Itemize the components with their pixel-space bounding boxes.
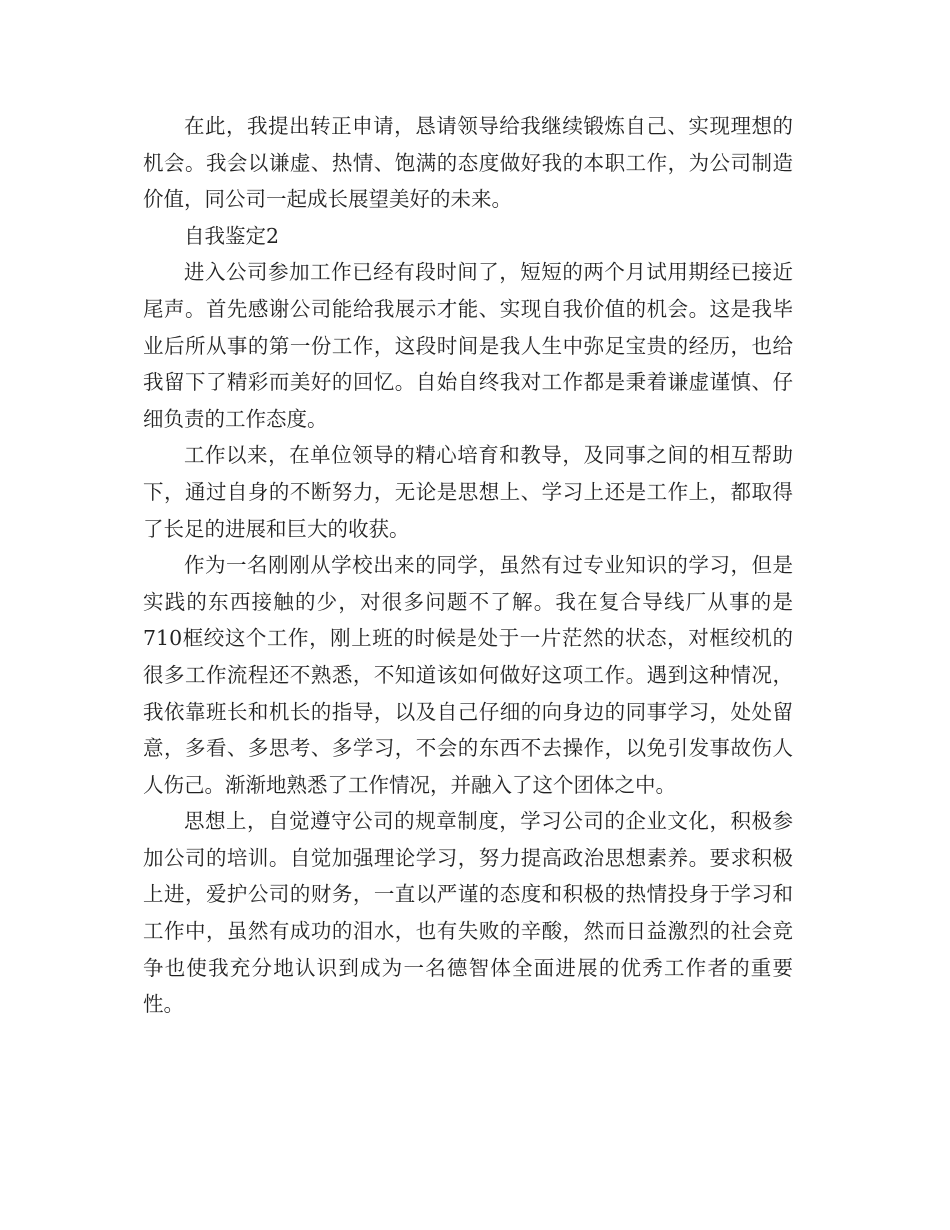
- paragraph-closing-request: 在此，我提出转正申请，恳请领导给我继续锻炼自己、实现理想的机会。我会以谦虚、热情、饱满的态度做好我的本职工作，为公司制造价值，同公司一起成长展望美好的未来。: [143, 114, 793, 212]
- section-heading: 自我鉴定2: [184, 223, 280, 248]
- document-page: [143, 108, 793, 1023]
- paragraph-ideology: 思想上，自觉遵守公司的规章制度，学习公司的企业文化，积极参加公司的培训。自觉加强理论学习，努力提高政治思想素养。要求积极上进，爱护公司的财务，一直以严谨的态度和积极的热情投身于学习和工作中，虽然有成功的泪水，也有失败的辛酸，然而日益激烈的社会竞争也使我充分地认识到成为一名德智体全面进展的优秀工作者的重要性。: [143, 809, 793, 1017]
- paragraph-intro: 进入公司参加工作已经有段时间了，短短的两个月试用期经已接近尾声。首先感谢公司能给我展示才能、实现自我价值的机会。这是我毕业后所从事的第一份工作，这段时间是我人生中弥足宝贵的经历，也给我留下了精彩而美好的回忆。自始自终我对工作都是秉着谦虚谨慎、仔细负责的工作态度。: [143, 260, 793, 431]
- paragraph-work-experience: 作为一名刚刚从学校出来的同学，虽然有过专业知识的学习，但是实践的东西接触的少，对很多问题不了解。我在复合导线厂从事的是710框绞这个工作，刚上班的时候是处于一片茫然的状态，对框绞机的很多工作流程还不熟悉，不知道该如何做好这项工作。遇到这种情况，我依靠班长和机长的指导，以及自己仔细的向身边的同事学习，处处留意，多看、多思考、多学习，不会的东西不去操作，以免引发事故伤人人伤己。渐渐地熟悉了工作情况，并融入了这个团体之中。: [143, 553, 793, 797]
- paragraph-progress: 工作以来，在单位领导的精心培育和教导，及同事之间的相互帮助下，通过自身的不断努力，无论是思想上、学习上还是工作上，都取得了长足的进展和巨大的收获。: [143, 443, 793, 541]
